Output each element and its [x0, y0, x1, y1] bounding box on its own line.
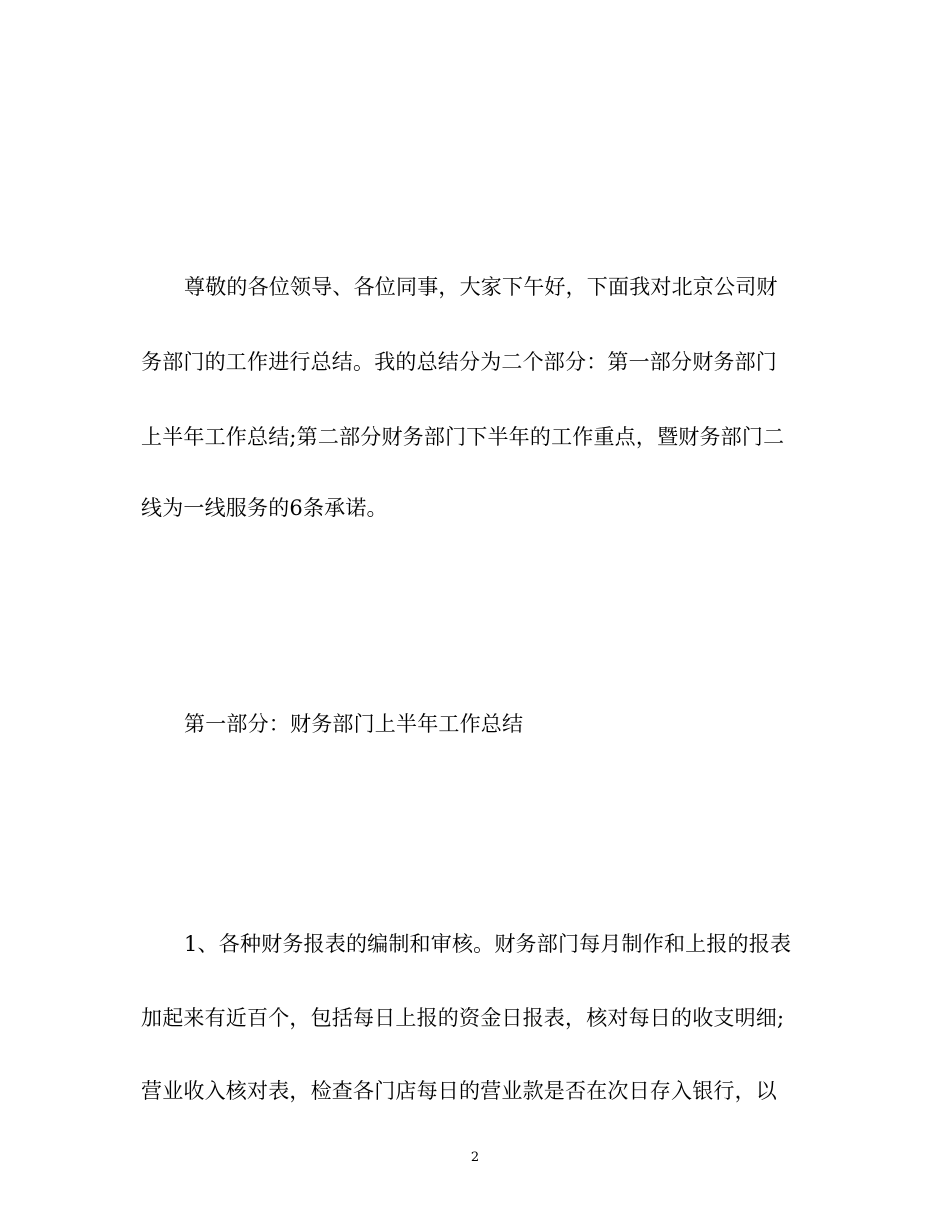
paragraph-1-line-1: 尊敬的各位领导、各位同事，大家下午好，下面我对北京公司财	[184, 275, 778, 299]
paragraph-1-line-3: 上半年工作总结;第二部分财务部门下半年的工作重点，暨财务部门二	[141, 425, 785, 449]
section-heading: 第一部分：财务部门上半年工作总结	[184, 712, 524, 736]
paragraph-2-line-2: 加起来有近百个，包括每日上报的资金日报表，核对每日的收支明细;	[141, 1006, 785, 1030]
paragraph-2-line-3: 营业收入核对表，检查各门店每日的营业款是否在次日存入银行，以	[141, 1079, 777, 1103]
paragraph-1-line-4: 线为一线服务的6条承诺。	[141, 496, 388, 520]
paragraph-1-line-2: 务部门的工作进行总结。我的总结分为二个部分：第一部分财务部门	[141, 350, 777, 374]
paragraph-2-line-1: 1、各种财务报表的编制和审核。财务部门每月制作和上报的报表	[184, 932, 792, 956]
page-number: 2	[470, 1150, 480, 1165]
